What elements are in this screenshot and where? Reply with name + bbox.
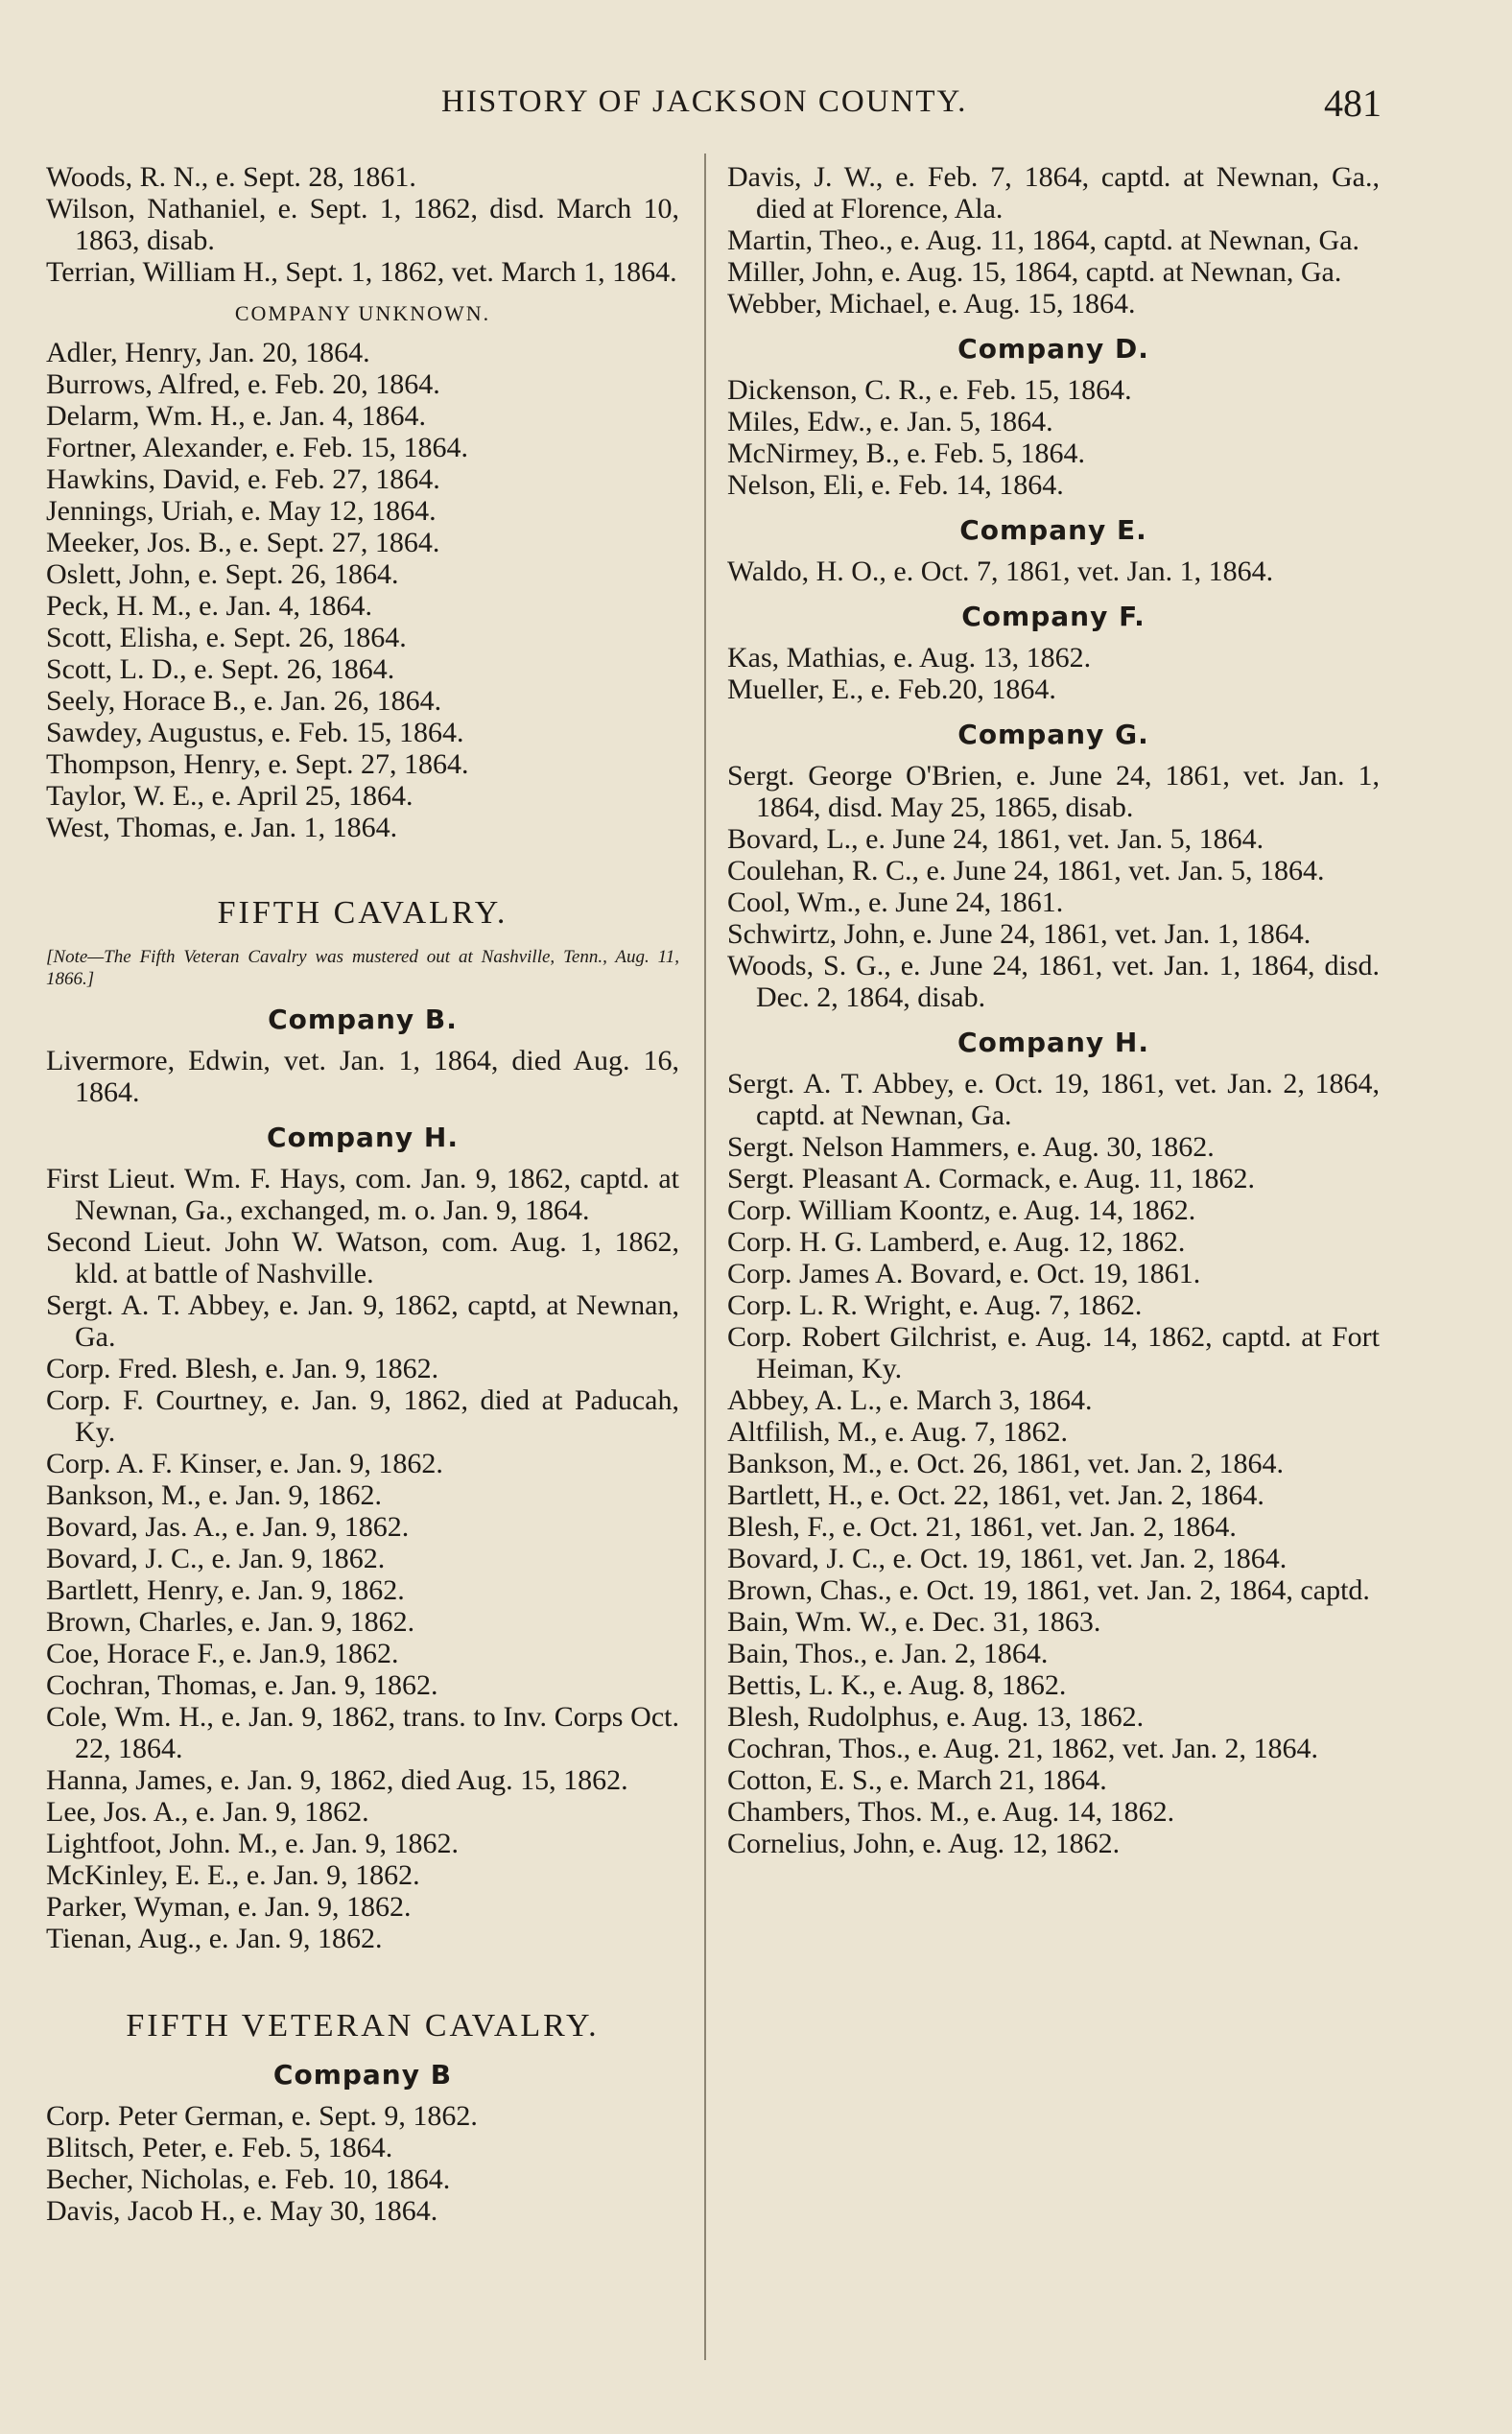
roster-entry: Blesh, Rudolphus, e. Aug. 13, 1862.	[727, 1701, 1145, 1733]
roster-entry: Cotton, E. S., e. March 21, 1864.	[727, 1764, 1107, 1796]
roster-entry: Cornelius, John, e. Aug. 12, 1862.	[727, 1828, 1121, 1859]
entry-list	[727, 555, 1380, 587]
roster-entry: Miles, Edw., e. Jan. 5, 1864.	[727, 406, 1053, 437]
roster-entry: Miller, John, e. Aug. 15, 1864, captd. at Newnan, Ga.	[727, 256, 1342, 288]
company-g-heading: Company G.	[957, 719, 1149, 750]
roster-entry: Meeker, Jos. B., e. Sept. 27, 1864.	[46, 527, 440, 558]
roster-entry: Coulehan, R. C., e. June 24, 1861, vet. Jan. 5, 1864.	[727, 855, 1325, 886]
roster-entry: Lightfoot, John. M., e. Jan. 9, 1862.	[46, 1828, 459, 1859]
roster-entry: Bain, Thos., e. Jan. 2, 1864.	[727, 1638, 1049, 1669]
entry-list	[46, 1045, 679, 1108]
company-unknown-heading: COMPANY UNKNOWN.	[234, 301, 491, 325]
roster-entry: Cole, Wm. H., e. Jan. 9, 1862, trans. to Inv. Corps Oct. 22, 1864.	[46, 1701, 679, 1764]
roster-entry: Delarm, Wm. H., e. Jan. 4, 1864.	[46, 400, 427, 432]
roster-entry: Fortner, Alexander, e. Feb. 15, 1864.	[46, 432, 469, 463]
roster-entry: Seely, Horace B., e. Jan. 26, 1864.	[46, 685, 442, 717]
roster-entry: Woods, R. N., e. Sept. 28, 1861.	[46, 161, 416, 193]
roster-entry: Mueller, E., e. Feb.20, 1864.	[727, 673, 1056, 705]
roster-entry: Burrows, Alfred, e. Feb. 20, 1864.	[46, 368, 440, 400]
roster-entry: Davis, J. W., e. Feb. 7, 1864, captd. at Newnan, Ga., died at Florence, Ala.	[727, 161, 1380, 224]
roster-entry: Bain, Wm. W., e. Dec. 31, 1863.	[727, 1606, 1101, 1638]
roster-entry: Abbey, A. L., e. March 3, 1864.	[727, 1384, 1093, 1416]
roster-entry: West, Thomas, e. Jan. 1, 1864.	[46, 812, 398, 843]
roster-entry: Altfilish, M., e. Aug. 7, 1862.	[727, 1416, 1069, 1448]
roster-entry: Sergt. George O'Brien, e. June 24, 1861, vet. Jan. 1, 1864, disd. May 25, 1865, disab.	[727, 760, 1380, 823]
roster-entry: Bartlett, H., e. Oct. 22, 1861, vet. Jan. 2, 1864.	[727, 1479, 1264, 1511]
roster-entry: Corp. F. Courtney, e. Jan. 9, 1862, died at Paducah, Ky.	[46, 1384, 679, 1448]
roster-entry: Schwirtz, John, e. June 24, 1861, vet. Jan. 1, 1864.	[727, 918, 1311, 950]
column-divider	[704, 154, 706, 2360]
running-title: HISTORY OF JACKSON COUNTY.	[441, 84, 968, 119]
company-h-heading: Company H.	[957, 1027, 1149, 1058]
roster-entry: Chambers, Thos. M., e. Aug. 14, 1862.	[727, 1796, 1175, 1828]
roster-entry: Corp. H. G. Lamberd, e. Aug. 12, 1862.	[727, 1226, 1186, 1258]
roster-entry: Scott, L. D., e. Sept. 26, 1864.	[46, 653, 395, 685]
roster-entry: Hawkins, David, e. Feb. 27, 1864.	[46, 463, 440, 495]
roster-entry: Corp. L. R. Wright, e. Aug. 7, 1862.	[727, 1289, 1143, 1321]
roster-entry: Cochran, Thos., e. Aug. 21, 1862, vet. Jan. 2, 1864.	[727, 1733, 1319, 1764]
roster-entry: Corp. James A. Bovard, e. Oct. 19, 1861.	[727, 1258, 1201, 1289]
roster-entry: Parker, Wyman, e. Jan. 9, 1862.	[46, 1891, 412, 1923]
roster-entry: Corp. Robert Gilchrist, e. Aug. 14, 1862, captd. at Fort Heiman, Ky.	[727, 1321, 1380, 1384]
roster-entry: Martin, Theo., e. Aug. 11, 1864, captd. at Newnan, Ga.	[727, 224, 1360, 256]
roster-entry: Nelson, Eli, e. Feb. 14, 1864.	[727, 469, 1064, 501]
company-e-heading: Company E.	[959, 514, 1147, 546]
entry-list	[727, 1068, 1380, 1859]
roster-entry: Sergt. Pleasant A. Cormack, e. Aug. 11, 1862.	[727, 1163, 1255, 1194]
roster-entry: Blesh, F., e. Oct. 21, 1861, vet. Jan. 2, 1864.	[727, 1511, 1237, 1543]
roster-entry: First Lieut. Wm. F. Hays, com. Jan. 9, 1862, captd. at Newnan, Ga., exchanged, m. o. Jan. 9, 1864.	[46, 1163, 679, 1226]
roster-entry: Brown, Charles, e. Jan. 9, 1862.	[46, 1606, 415, 1638]
company-f-heading: Company F.	[961, 601, 1146, 632]
roster-entry: Livermore, Edwin, vet. Jan. 1, 1864, died Aug. 16, 1864.	[46, 1045, 679, 1108]
roster-entry: McNirmey, B., e. Feb. 5, 1864.	[727, 437, 1086, 469]
roster-entry: Oslett, John, e. Sept. 26, 1864.	[46, 558, 399, 590]
roster-entry: Hanna, James, e. Jan. 9, 1862, died Aug. 15, 1862.	[46, 1764, 628, 1796]
roster-entry: Lee, Jos. A., e. Jan. 9, 1862.	[46, 1796, 369, 1828]
roster-entry: Cool, Wm., e. June 24, 1861.	[727, 886, 1064, 918]
roster-entry: Adler, Henry, Jan. 20, 1864.	[46, 337, 370, 368]
roster-entry: Coe, Horace F., e. Jan.9, 1862.	[46, 1638, 399, 1669]
roster-entry: Terrian, William H., Sept. 1, 1862, vet. March 1, 1864.	[46, 256, 677, 288]
muster-note: [Note—The Fifth Veteran Cavalry was mustered out at Nashville, Tenn., Aug. 11, 1866.]	[46, 947, 679, 989]
roster-entry: Dickenson, C. R., e. Feb. 15, 1864.	[727, 374, 1132, 406]
roster-entry: Davis, Jacob H., e. May 30, 1864.	[46, 2195, 438, 2227]
roster-entry: Thompson, Henry, e. Sept. 27, 1864.	[46, 748, 469, 780]
right-column	[727, 161, 1380, 1859]
entry-list	[46, 2100, 679, 2227]
entry-list	[46, 337, 679, 843]
company-b-heading: Company B	[272, 2059, 453, 2091]
running-header	[441, 84, 1382, 132]
roster-entry: Corp. Fred. Blesh, e. Jan. 9, 1862.	[46, 1353, 439, 1384]
roster-entry: Second Lieut. John W. Watson, com. Aug. 1, 1862, kld. at battle of Nashville.	[46, 1226, 679, 1289]
roster-entry: Bankson, M., e. Oct. 26, 1861, vet. Jan. 2, 1864.	[727, 1448, 1284, 1479]
roster-entry: Blitsch, Peter, e. Feb. 5, 1864.	[46, 2132, 393, 2163]
roster-entry: Scott, Elisha, e. Sept. 26, 1864.	[46, 622, 407, 653]
company-d-heading: Company D.	[957, 333, 1149, 365]
roster-entry: Peck, H. M., e. Jan. 4, 1864.	[46, 590, 372, 622]
roster-entry: Corp. A. F. Kinser, e. Jan. 9, 1862.	[46, 1448, 443, 1479]
entry-list	[727, 760, 1380, 1013]
roster-entry: Bovard, L., e. June 24, 1861, vet. Jan. 5, 1864.	[727, 823, 1264, 855]
roster-entry: Sergt. A. T. Abbey, e. Oct. 19, 1861, vet. Jan. 2, 1864, captd. at Newnan, Ga.	[727, 1068, 1380, 1131]
roster-entry: Sergt. Nelson Hammers, e. Aug. 30, 1862.	[727, 1131, 1215, 1163]
roster-entry: Kas, Mathias, e. Aug. 13, 1862.	[727, 642, 1092, 673]
left-column	[46, 161, 679, 2227]
entry-list	[727, 161, 1380, 319]
entry-list	[727, 642, 1380, 705]
roster-entry: Corp. William Koontz, e. Aug. 14, 1862.	[727, 1194, 1196, 1226]
roster-entry: Woods, S. G., e. June 24, 1861, vet. Jan. 1, 1864, disd. Dec. 2, 1864, disab.	[727, 950, 1380, 1013]
fifth-veteran-cavalry-heading: FIFTH VETERAN CAVALRY.	[126, 2008, 600, 2044]
roster-entry: Corp. Peter German, e. Sept. 9, 1862.	[46, 2100, 478, 2132]
roster-entry: Bovard, J. C., e. Jan. 9, 1862.	[46, 1543, 386, 1574]
roster-entry: Wilson, Nathaniel, e. Sept. 1, 1862, disd. March 10, 1863, disab.	[46, 193, 679, 256]
roster-entry: Bankson, M., e. Jan. 9, 1862.	[46, 1479, 382, 1511]
roster-entry: Jennings, Uriah, e. May 12, 1864.	[46, 495, 437, 527]
roster-entry: Sergt. A. T. Abbey, e. Jan. 9, 1862, captd, at Newnan, Ga.	[46, 1289, 679, 1353]
roster-entry: Bovard, J. C., e. Oct. 19, 1861, vet. Jan. 2, 1864.	[727, 1543, 1288, 1574]
entry-list	[727, 374, 1380, 501]
fifth-cavalry-heading: FIFTH CAVALRY.	[217, 895, 508, 931]
roster-entry: Sawdey, Augustus, e. Feb. 15, 1864.	[46, 717, 464, 748]
company-b-heading: Company B.	[268, 1004, 458, 1035]
roster-entry: Waldo, H. O., e. Oct. 7, 1861, vet. Jan. 1, 1864.	[727, 555, 1274, 587]
roster-entry: Bovard, Jas. A., e. Jan. 9, 1862.	[46, 1511, 410, 1543]
roster-entry: Taylor, W. E., e. April 25, 1864.	[46, 780, 413, 812]
roster-entry: Becher, Nicholas, e. Feb. 10, 1864.	[46, 2163, 451, 2195]
roster-entry: Webber, Michael, e. Aug. 15, 1864.	[727, 288, 1136, 319]
roster-entry: Tienan, Aug., e. Jan. 9, 1862.	[46, 1923, 383, 1954]
page-number: 481	[1324, 82, 1382, 125]
roster-entry: Bartlett, Henry, e. Jan. 9, 1862.	[46, 1574, 405, 1606]
roster-entry: Brown, Chas., e. Oct. 19, 1861, vet. Jan. 2, 1864, captd.	[727, 1574, 1370, 1606]
company-h-heading: Company H.	[267, 1122, 459, 1153]
entry-list	[46, 161, 679, 288]
roster-entry: Cochran, Thomas, e. Jan. 9, 1862.	[46, 1669, 438, 1701]
roster-entry: Bettis, L. K., e. Aug. 8, 1862.	[727, 1669, 1067, 1701]
roster-entry: McKinley, E. E., e. Jan. 9, 1862.	[46, 1859, 420, 1891]
entry-list	[46, 1163, 679, 1954]
